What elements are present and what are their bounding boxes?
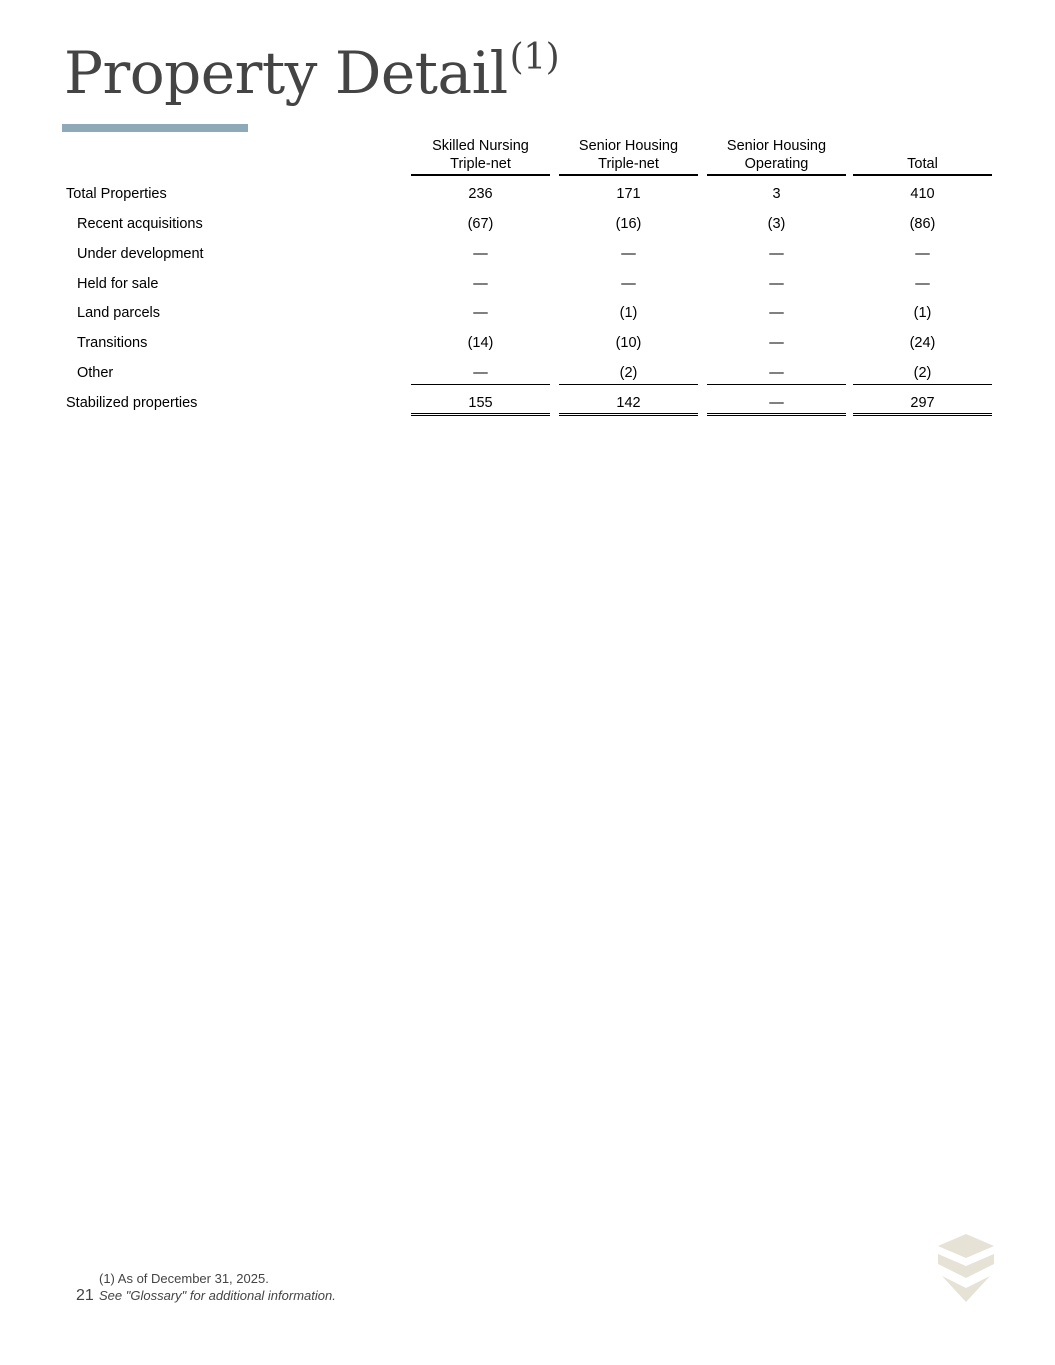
column-header-line2: Total [907,156,938,172]
page-title-text: Property Detail [64,39,508,107]
table-cell: 3 [772,186,781,202]
table-cell: — [473,276,488,292]
column-header-line1: Skilled Nursing [432,138,529,154]
footnote-as-of: (1) As of December 31, 2025. [99,1271,269,1286]
table-cell: 236 [468,186,493,202]
table-cell: — [769,276,784,292]
table-cell: — [621,246,636,262]
table-cell: — [769,246,784,262]
table-row-other [0,358,1055,388]
page-number: 21 [76,1287,94,1304]
row-label: Other [77,365,114,381]
stacked-chevron-logo-icon [936,1232,996,1304]
column-header-line1: Senior Housing [578,138,679,154]
table-cell: 142 [559,388,698,416]
column-header-total [853,137,992,176]
row-label: Recent acquisitions [77,216,203,232]
column-header-senior-housing-triple-net [559,137,698,176]
table-cell: (14) [467,335,494,351]
table-cell: — [621,276,636,292]
column-header-line2: Triple-net [598,156,659,172]
table-cell: (1) [913,305,932,321]
logo-top-diamond [938,1234,994,1258]
column-header-senior-housing-operating [707,137,846,176]
row-label: Land parcels [77,305,161,321]
table-cell: — [411,358,550,385]
row-label: Total Properties [66,186,167,202]
table-cell: (16) [615,216,642,232]
table-row-land-parcels [0,298,1055,328]
title-accent-bar [62,124,248,132]
column-header-line1 [853,137,992,155]
table-cell: (3) [767,216,786,232]
footnote [99,1270,336,1304]
table-cell: (2) [853,358,992,385]
table-cell: — [769,305,784,321]
table-cell: 410 [910,186,935,202]
table-row-stabilized-properties [0,388,1055,418]
table-cell: (24) [909,335,936,351]
table-cell: — [769,335,784,351]
glossary-note: See "Glossary" for additional information. [99,1288,336,1303]
page-title [64,37,560,107]
column-header-line1: Senior Housing [726,138,827,154]
table-cell: (86) [909,216,936,232]
table-cell: 171 [616,186,641,202]
table-cell: (10) [615,335,642,351]
table-cell: 297 [853,388,992,416]
table-cell: — [473,305,488,321]
table-row-recent-acquisitions [0,209,1055,239]
table-cell: — [473,246,488,262]
table-row-under-development [0,239,1055,269]
table-row-held-for-sale [0,269,1055,299]
table-cell: — [707,388,846,416]
table-cell: — [915,246,930,262]
table-cell: (67) [467,216,494,232]
row-label: Stabilized properties [66,395,198,411]
table-row-transitions [0,328,1055,358]
table-cell: (1) [619,305,638,321]
logo-bottom-chevron [942,1276,990,1302]
row-label: Held for sale [77,276,159,292]
table-row-total-properties [0,179,1055,209]
row-label: Under development [77,246,204,262]
table-cell: 155 [411,388,550,416]
table-cell: — [915,276,930,292]
column-header-skilled-nursing [411,137,550,176]
table-cell: (2) [559,358,698,385]
row-label: Transitions [77,335,148,351]
column-header-line2: Triple-net [450,156,511,172]
column-header-line2: Operating [744,156,809,172]
table-cell: — [707,358,846,385]
page-title-footnote-marker: (1) [509,37,560,78]
